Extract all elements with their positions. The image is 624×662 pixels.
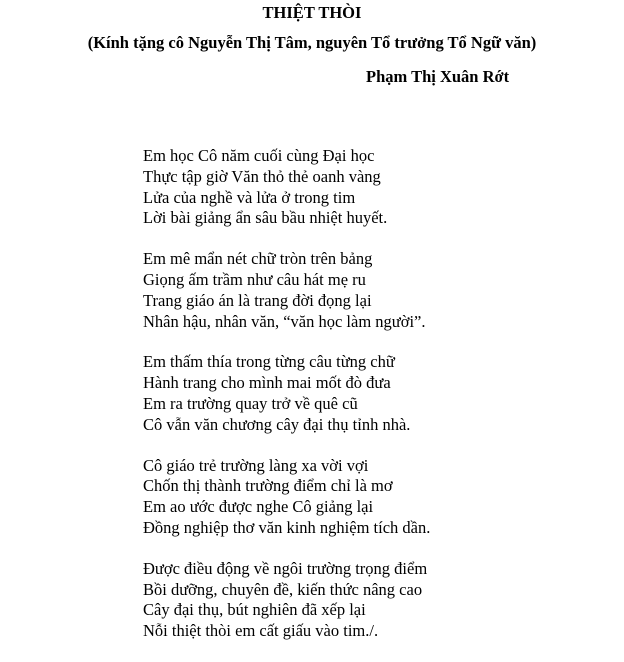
stanza-2 bbox=[143, 249, 613, 332]
poem-line: Thực tập giờ Văn thỏ thẻ oanh vàng bbox=[143, 166, 381, 186]
poem-line: Giọng ấm trầm như câu hát mẹ ru bbox=[143, 269, 366, 289]
poem-line: Em thấm thía trong từng câu từng chữ bbox=[143, 352, 395, 372]
poem-line: Trang giáo án là trang đời đọng lại bbox=[143, 290, 372, 310]
poem-line: Em mê mẩn nét chữ tròn trên bảng bbox=[143, 249, 373, 269]
poem-line: Em ao ước được nghe Cô giảng lại bbox=[143, 497, 374, 517]
stanza-5 bbox=[143, 559, 613, 642]
poem-line: Đồng nghiệp thơ văn kinh nghiệm tích dần. bbox=[143, 517, 431, 537]
poem-line: Em học Cô năm cuối cùng Đại học bbox=[143, 146, 375, 165]
poem-line: Nhân hậu, nhân văn, “văn học làm người”. bbox=[143, 311, 426, 331]
poem-line: Lời bài giảng ẩn sâu bầu nhiệt huyết. bbox=[143, 208, 388, 228]
poem-dedication: (Kính tặng cô Nguyễn Thị Tâm, nguyên Tổ trưởng Tổ Ngữ văn) bbox=[87, 33, 537, 52]
stanza-4 bbox=[143, 456, 613, 539]
poem-line: Em ra trường quay trở về quê cũ bbox=[143, 393, 358, 413]
poem-body bbox=[143, 146, 613, 662]
poem-title: THIỆT THÒI bbox=[262, 3, 362, 22]
poem-line: Chốn thị thành trường điểm chỉ là mơ bbox=[143, 476, 393, 496]
poem-line: Nỗi thiệt thòi em cất giấu vào tim./. bbox=[143, 621, 379, 641]
stanza-3 bbox=[143, 352, 613, 435]
stanza-1 bbox=[143, 146, 613, 229]
poem-line: Lửa của nghề và lửa ở trong tim bbox=[143, 187, 356, 207]
poem-author: Phạm Thị Xuân Rớt bbox=[366, 67, 510, 86]
poem-line: Cô vẫn văn chương cây đại thụ tỉnh nhà. bbox=[143, 414, 411, 434]
poem-line: Cây đại thụ, bút nghiên đã xếp lại bbox=[143, 600, 366, 620]
poem-line: Được điều động về ngôi trường trọng điểm bbox=[143, 558, 428, 578]
poem-line: Cô giáo trẻ trường làng xa vời vợi bbox=[143, 455, 369, 475]
poem-line: Bồi dưỡng, chuyên đề, kiến thức nâng cao bbox=[143, 579, 423, 599]
poem-line: Hành trang cho mình mai mốt đò đưa bbox=[143, 373, 391, 393]
